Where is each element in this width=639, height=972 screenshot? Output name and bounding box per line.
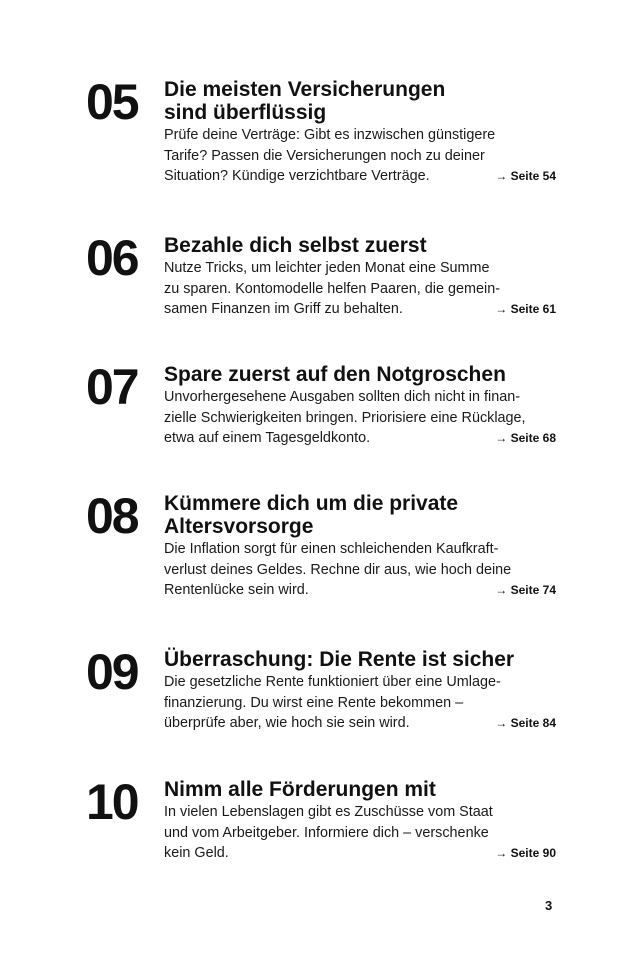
entry-description: Prüfe deine Verträge: Gibt es inzwischen günstigere Tarife? Passen die Versicherungen noch zu deiner Situation? Kündige verzichtbare Verträge.	[164, 127, 496, 185]
entry-body	[164, 672, 556, 734]
entry-content	[164, 648, 556, 734]
entry-content	[164, 234, 556, 320]
entry-description: Die gesetzliche Rente funktioniert über eine Umlage- finanzierung. Du wirst eine Rente bekommen – überprüfe aber, wie hoch sie sein wird.	[164, 674, 501, 732]
page-reference-link[interactable]: → Seite 74	[495, 583, 556, 598]
page-reference-link[interactable]: → Seite 61	[495, 302, 556, 317]
entry-number: 09	[86, 644, 138, 700]
entry-number: 06	[86, 230, 138, 286]
entry-number: 05	[86, 74, 138, 130]
page-reference-link[interactable]: → Seite 90	[495, 846, 556, 861]
entry-content	[164, 78, 556, 187]
entry-title: Die meisten Versicherungen sind überflüssig	[164, 78, 446, 124]
entry-title: Bezahle dich selbst zuerst	[164, 234, 427, 257]
entry-description: Unvorhergesehene Ausgaben sollten dich nicht in finan- zielle Schwierigkeiten bringen. Priorisiere eine Rücklage, etwa auf einem Tagesgeldkonto.	[164, 389, 526, 447]
entry-description: Die Inflation sorgt für einen schleichenden Kaufkraft- verlust deines Geldes. Rechne dir aus, wie hoch deine Rentenlücke sein wird.	[164, 541, 512, 599]
page-number: 3	[545, 898, 553, 913]
page-reference-link[interactable]: → Seite 54	[495, 169, 556, 184]
entry-number: 10	[86, 774, 138, 830]
entry-description: Nutze Tricks, um leichter jeden Monat eine Summe zu sparen. Kontomodelle helfen Paaren, die gemein- samen Finanzen im Griff zu behalten.	[164, 260, 500, 318]
page-reference-link[interactable]: → Seite 68	[495, 431, 556, 446]
entry-title: Überraschung: Die Rente ist sicher	[164, 648, 515, 671]
entry-body	[164, 258, 556, 320]
entry-title: Kümmere dich um die private Altersvorsorge	[164, 492, 459, 538]
entry-number: 07	[86, 359, 138, 415]
entry-content	[164, 492, 556, 601]
entry-content	[164, 778, 556, 864]
entry-description: In vielen Lebenslagen gibt es Zuschüsse vom Staat und vom Arbeitgeber. Informiere dich – verschenke kein Geld.	[164, 804, 493, 862]
entry-body	[164, 539, 556, 601]
entry-title: Nimm alle Förderungen mit	[164, 778, 436, 801]
entry-body	[164, 802, 556, 864]
page-reference-link[interactable]: → Seite 84	[495, 716, 556, 731]
entry-content	[164, 363, 556, 449]
entry-body	[164, 125, 556, 187]
entry-number: 08	[86, 488, 138, 544]
entry-title: Spare zuerst auf den Notgroschen	[164, 363, 506, 386]
entry-body	[164, 387, 556, 449]
